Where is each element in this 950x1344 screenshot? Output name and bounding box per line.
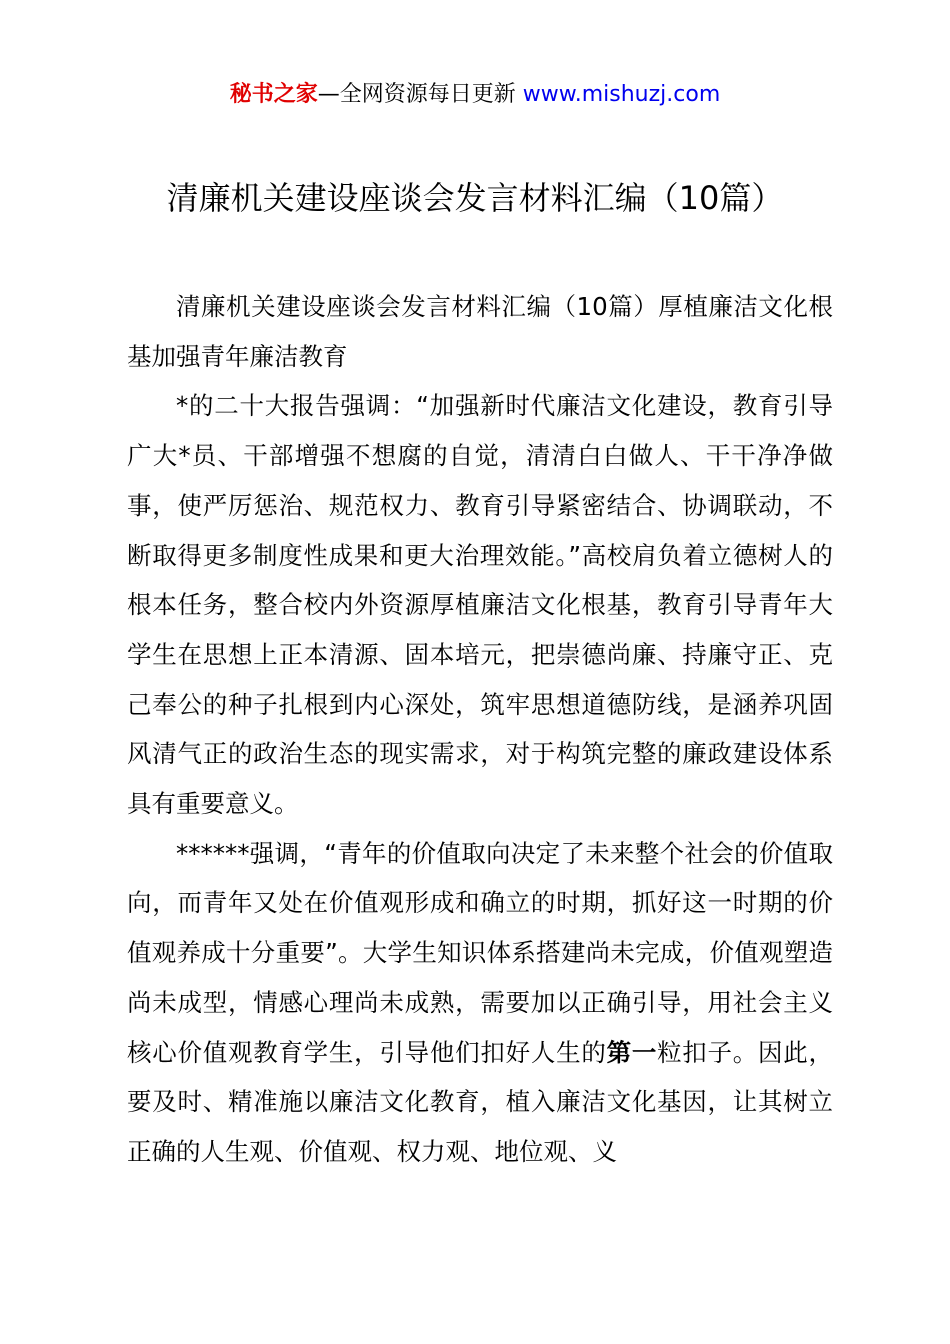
paragraph-youth-values	[127, 829, 833, 1177]
site-tagline: —全网资源每日更新	[317, 82, 516, 107]
document-title: 清廉机关建设座谈会发言材料汇编（10篇）	[166, 179, 784, 217]
paragraph-report-quote: *的二十大报告强调：“加强新时代廉洁文化建设，教育引导广大*员、干部增强不想腐的自觉，清清白白做人、干干净净做事，使严厉惩治、规范权力、教育引导紧密结合、协调联动，不断取得更多制度性成果和更大治理效能。”高校肩负着立德树人的根本任务，整合校内外资源厚植廉洁文化根基，教育引导青年大学生在思想上正本清源、固本培元，把崇德尚廉、持廉守正、克己奉公的种子扎根到内心深处，筑牢思想道德防线，是涵养巩固风清气正的政治生态的现实需求，对于构筑完整的廉政建设体系具有重要意义。	[127, 391, 833, 819]
site-brand: 秘书之家	[229, 82, 318, 107]
paragraph-text: ******强调，“青年的价值取向决定了未来整个社会的价值取向，而青年又处在价值观形成和确立的时期，抓好这一时期的价值观养成十分重要”。大学生知识体系搭建尚未完成，价值观塑造尚未成型，情感心理尚未成熟，需要加以正确引导，用社会主义核心价值观教育学生，引导他们扣好人生的	[127, 838, 833, 1067]
bold-emphasis: 第一	[606, 1037, 658, 1067]
site-header	[0, 80, 950, 110]
paragraph-text-continued: 粒扣子。因此，要及时、精准施以廉洁文化教育，植入廉洁文化基因，让其树立正确的人生观、价值观、权力观、地位观、义	[127, 1037, 834, 1166]
site-url-link[interactable]: www.mishuzj.com	[522, 82, 721, 107]
paragraph-intro: 清廉机关建设座谈会发言材料汇编（10篇）厚植廉洁文化根基加强青年廉洁教育	[127, 292, 833, 371]
document-body	[127, 282, 833, 1177]
